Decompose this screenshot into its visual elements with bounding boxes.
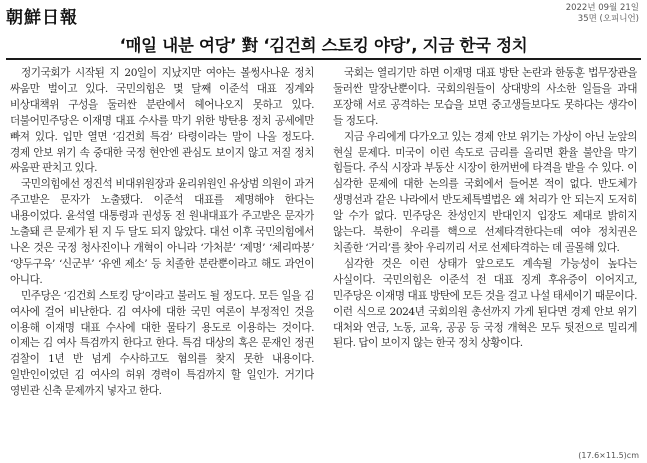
publication-date: 2022년 09월 21일 — [565, 3, 639, 13]
article-paragraph: 심각한 것은 이런 상태가 앞으로도 계속될 가능성이 높다는 사실이다. 국민의힘은 이준석 전 대표 징계 후유증이 이어지고, 민주당은 이재명 대표 방탄에 모든 것을 걸고 나설 태세이기 때문이다. 이런 식으로 2024년 국회의원 총선까지 가게 된다면 경제 안보 위기 대처와 연금, 노동, 교육, 공공 등 국정 개혁은 모두 뒷전으로 밀리게 된다. 답이 보이지 않는 한국 정치 상황이다. — [333, 257, 637, 350]
article-paragraph: 지금 우리에게 다가오고 있는 경제 안보 위기는 가상이 아닌 눈앞의 현실 문제다. 미국이 이런 속도로 금리를 올리면 환율 불안을 막기 힘들다. 주식 시장과 부동산 시장이 한꺼번에 타격을 받을 수 있다. 이 심각한 문제에 대한 논의를 국회에서 들어본 적이 없다. 반도체가 생명선과 같은 나라에서 반도체특별법은 왜 처리가 안 되는지 도저히 알 수가 없다. 민주당은 찬성인지 반대인지 입장도 제대로 밝히지 않는다. 북한이 우리를 핵으로 선제타격한다는데 여야 정치권은 치졸한 ‘거리’를 찾아 우리끼리 서로 선제타격하는 데 골몰해 있다. — [333, 130, 637, 254]
article-size-note: (17.6×11.5)cm — [578, 451, 639, 460]
article-paragraph: 국회는 열리기만 하면 이재명 대표 방탄 논란과 한동훈 법무장관을 둘러싼 말장난뿐이다. 국회의원들이 상대방의 사소한 일들을 과대 포장해 서로 공격하는 모습을 보면 중고생들보다도 못하다는 생각이 들 정도다. — [333, 67, 637, 127]
page-section: 35면 (오피니언) — [577, 14, 639, 24]
column-left — [10, 66, 314, 446]
article-body — [10, 66, 637, 446]
article-headline: ‘매일 내분 여당’ 對 ‘김건희 스토킹 야당’, 지금 한국 정치 — [119, 36, 528, 55]
column-right — [333, 66, 637, 446]
publication-info — [566, 3, 639, 25]
article-paragraph: 국민의힘에선 정진석 비대위원장과 윤리위원인 유상범 의원이 과거 주고받은 문자가 노출됐다. 이준석 대표를 제명해야 한다는 내용이었다. 윤석열 대통령과 권성동 전 원내대표가 주고받은 문자가 노출돼 큰 문제가 된 지 두 달도 되지 않았다. 대선 이후 국민의힘에서 나온 것은 국정 청사진이나 개혁이 아니라 ‘가처분’ ‘제명’ ‘체리따봉’ ‘양두구육’ ‘신군부’ ‘유엔 제소’ 등 치졸한 분란뿐이라고 해도 과언이 아니다. — [10, 178, 314, 286]
article-paragraph: 정기국회가 시작된 지 20일이 지났지만 여야는 볼썽사나운 정치 싸움만 벌이고 있다. 국민의힘은 몇 달째 이준석 대표 징계와 비상대책위 구성을 둘러싼 분란에서 헤어나오지 못하고 있다. 더불어민주당은 이재명 대표 수사를 막기 위한 방탄용 정치 공세에만 빠져 있다. 입만 열면 ‘김건희 특검’ 타령이라는 말이 나올 정도다. 경제 안보 위기 속 중대한 국정 현안엔 관심도 보이지 않고 저질 정치 싸움판 판치고 있다. — [10, 67, 314, 175]
newspaper-masthead: 朝鮮日報 — [6, 8, 78, 28]
article-paragraph: 민주당은 ‘김건희 스토킹 당’이라고 불러도 될 정도다. 모든 일을 김 여사에 걸어 비난한다. 김 여사에 대한 국민 여론이 부정적인 것을 이용해 이재명 대표 수사에 대한 물타기 용도로 이용하는 것이다. 이제는 김 여사 특검까지 한다고 한다. 특검 대상의 혹은 문재인 정권 검찰이 1년 반 넘게 수사하고도 혐의를 찾지 못한 내용이다. 일반인이었던 김 여사의 허위 경력이 특검까지 할 일인가. 거기다 영빈관 신축 문제까지 넣자고 한다. — [10, 289, 314, 398]
headline-divider — [6, 58, 641, 60]
